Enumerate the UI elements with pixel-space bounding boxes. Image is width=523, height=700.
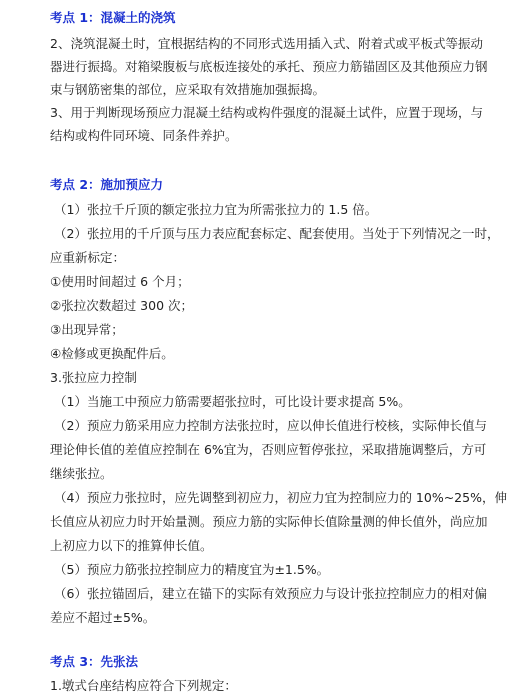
- paragraph-line: 1.墩式台座结构应符合下列规定：: [50, 678, 237, 693]
- list-item: ④检修或更换配件后。: [50, 346, 174, 361]
- subheading-line: 3.张拉应力控制: [50, 370, 137, 385]
- paragraph-line: （4）预应力张拉时，应先调整到初应力，初应力宜为控制应力的 10%~25%，伸: [54, 490, 507, 505]
- paragraph-line: 应重新标定：: [50, 250, 126, 265]
- paragraph-line: （2）张拉用的千斤顶与压力表应配套标定、配套使用。当处于下列情况之一时，: [54, 226, 500, 241]
- section-heading-3: 考点 3：先张法: [50, 654, 139, 669]
- list-item: ③出现异常；: [50, 322, 124, 337]
- section-heading-1: 考点 1：混凝土的浇筑: [50, 10, 176, 25]
- list-item: ①使用时间超过 6 个月；: [50, 274, 190, 289]
- section-heading-2: 考点 2：施加预应力: [50, 177, 164, 192]
- paragraph-line: 长值应从初应力时开始量测。预应力筋的实际伸长值除量测的伸长值外，尚应加: [50, 514, 488, 529]
- paragraph-line: 继续张拉。: [50, 466, 113, 481]
- paragraph-line: （2）预应力筋采用应力控制方法张拉时，应以伸长值进行校核，实际伸长值与: [54, 418, 487, 433]
- paragraph-line: （6）张拉锚固后，建立在锚下的实际有效预应力与设计张拉控制应力的相对偏: [54, 586, 487, 601]
- paragraph-line: 3、用于判断现场预应力混凝土结构或构件强度的混凝土试件，应置于现场，与: [50, 105, 483, 120]
- paragraph-line: 束与钢筋密集的部位，应采取有效措施加强振捣。: [50, 82, 326, 97]
- paragraph-line: 器进行振捣。对箱梁腹板与底板连接处的承托、预应力筋锚固区及其他预应力钢: [50, 59, 488, 74]
- paragraph-line: （1）当施工中预应力筋需要超张拉时，可比设计要求提高 5%。: [54, 394, 411, 409]
- paragraph-line: 结构或构件同环境、同条件养护。: [50, 128, 238, 143]
- paragraph-line: 理论伸长值的差值应控制在 6%宜为，否则应暂停张拉，采取措施调整后，方可: [50, 442, 487, 457]
- list-item: ②张拉次数超过 300 次；: [50, 298, 194, 313]
- paragraph-line: 2、浇筑混凝土时，宜根据结构的不同形式选用插入式、附着式或平板式等振动: [50, 36, 483, 51]
- paragraph-line: 上初应力以下的推算伸长值。: [50, 538, 213, 553]
- paragraph-line: 差应不超过±5%。: [50, 610, 156, 625]
- paragraph-line: （1）张拉千斤顶的额定张拉力宜为所需张拉力的 1.5 倍。: [54, 202, 378, 217]
- paragraph-line: （5）预应力筋张拉控制应力的精度宜为±1.5%。: [54, 562, 330, 577]
